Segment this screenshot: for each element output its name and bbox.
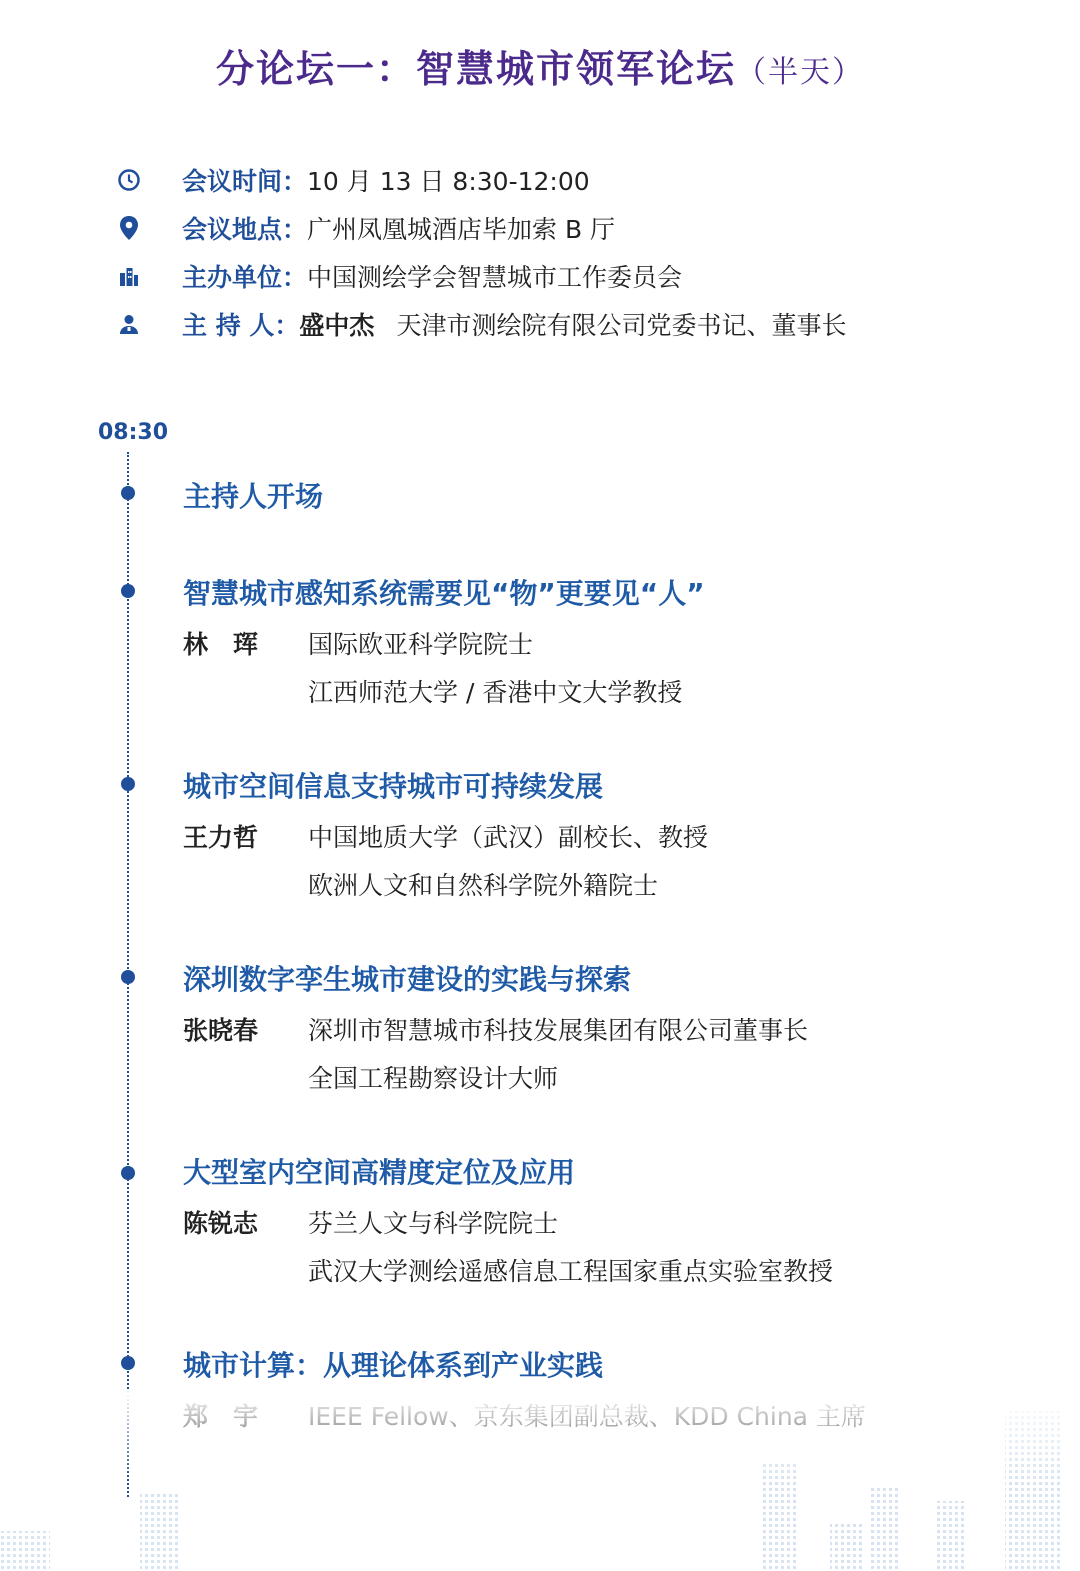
talk-title: 主持人开场 [183, 480, 324, 513]
info-value: 10 月 13 日 8:30-12:00 [307, 167, 590, 196]
speaker-affiliation: 欧洲人文和自然科学院外籍院士 [308, 871, 659, 900]
talk-title: 智慧城市感知系统需要见“物”更要见“人” [183, 577, 705, 610]
info-label: 主办单位： [182, 263, 308, 292]
person-icon [116, 311, 142, 337]
timeline-dot [121, 1166, 135, 1180]
timeline-dot [121, 584, 135, 598]
info-label: 会议地点： [182, 215, 308, 244]
speaker-name: 王力哲 [183, 823, 259, 852]
info-value: 广州凤凰城酒店毕加索 B 厅 [307, 215, 616, 244]
speaker-affiliation: 国际欧亚科学院院士 [308, 630, 534, 659]
timeline-dot [121, 970, 135, 984]
speaker-name: 林 珲 [183, 630, 259, 659]
forum-title [0, 38, 1080, 93]
speaker-affiliation: 全国工程勘察设计大师 [308, 1064, 559, 1093]
info-label: 会议时间： [182, 167, 308, 196]
speaker-affiliation: 中国地质大学（武汉）副校长、教授 [308, 823, 709, 852]
start-time: 08:30 [98, 420, 169, 445]
location-pin-icon [116, 215, 142, 241]
building-icon [116, 263, 142, 289]
talk-title: 城市空间信息支持城市可持续发展 [183, 770, 604, 803]
clock-icon [116, 167, 142, 193]
speaker-name: 陈锐志 [183, 1209, 259, 1238]
info-label: 主 持 人： [182, 311, 300, 340]
info-value: 中国测绘学会智慧城市工作委员会 [307, 263, 683, 292]
speaker-affiliation: 江西师范大学 / 香港中文大学教授 [308, 678, 683, 707]
timeline-dot [121, 486, 135, 500]
host-name: 盛中杰 [299, 311, 375, 340]
timeline-dot [121, 1356, 135, 1370]
timeline-dot [121, 777, 135, 791]
speaker-name: 张晓春 [183, 1016, 259, 1045]
talk-title: 城市计算：从理论体系到产业实践 [183, 1349, 604, 1382]
forum-title-main: 分论坛一：智慧城市领军论坛 [215, 47, 736, 91]
forum-title-sub: （半天） [736, 55, 864, 90]
info-row-time [116, 160, 590, 200]
info-row-organizer [116, 256, 682, 296]
city-skyline-decoration [0, 1391, 1080, 1571]
talk-title: 深圳数字孪生城市建设的实践与探索 [183, 963, 632, 996]
speaker-affiliation: 武汉大学测绘遥感信息工程国家重点实验室教授 [308, 1257, 834, 1286]
info-value: 天津市测绘院有限公司党委书记、董事长 [396, 311, 847, 340]
talk-title: 大型室内空间高精度定位及应用 [183, 1156, 576, 1189]
info-row-host [116, 304, 846, 344]
speaker-affiliation: 芬兰人文与科学院院士 [308, 1209, 559, 1238]
info-row-location [116, 208, 615, 248]
speaker-affiliation: 深圳市智慧城市科技发展集团有限公司董事长 [308, 1016, 809, 1045]
